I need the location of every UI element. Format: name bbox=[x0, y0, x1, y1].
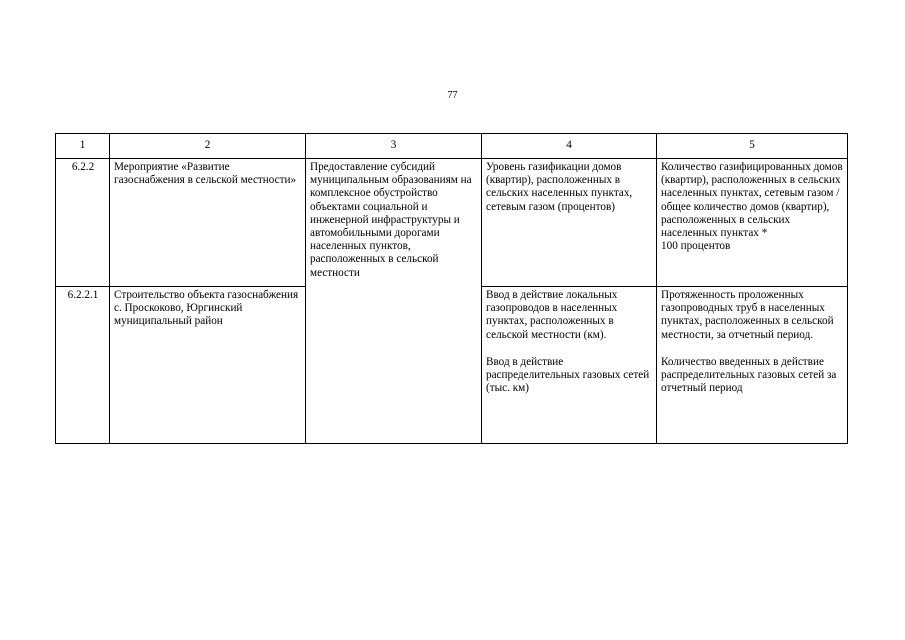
indicator-text-1: Ввод в действие локальных газопроводов в населенных пунктах, расположенных в сельской местности (км). bbox=[486, 289, 618, 341]
page-number: 77 bbox=[447, 90, 458, 101]
header-col-4: 4 bbox=[482, 134, 657, 159]
row-indicator bbox=[482, 287, 657, 444]
row-mechanism: Предоставление субсидий муниципальным образованиям на комплексное обустройство объектами социальной и инженерной инфраструктуры и автомобильными дорогами населенных пунктов, расположенных в сельской местности bbox=[306, 159, 482, 444]
indicator-text-2: Ввод в действие распределительных газовых сетей (тыс. км) bbox=[486, 355, 650, 395]
row-formula bbox=[657, 287, 848, 444]
row-indicator: Уровень газификации домов (квартир), расположенных в сельских населенных пунктах, сетевым газом (процентов) bbox=[482, 159, 657, 287]
row-number: 6.2.2.1 bbox=[56, 287, 110, 444]
formula-text-2: Количество введенных в действие распределительных газовых сетей за отчетный период bbox=[661, 355, 837, 395]
header-col-1: 1 bbox=[56, 134, 110, 159]
row-formula: Количество газифицированных домов (квартир), расположенных в сельских населенных пунктах, сетевым газом / общее количество домов (квартир), расположенных в сельских населенных пунктах * 100 процентов bbox=[657, 159, 848, 287]
row-name: Мероприятие «Развитие газоснабжения в сельской местности» bbox=[110, 159, 306, 287]
header-col-2: 2 bbox=[110, 134, 306, 159]
formula-text-1: Протяженность проложенных газопроводных труб в населенных пунктах, расположенных в сельской местности, за отчетный период. bbox=[661, 289, 834, 341]
header-col-5: 5 bbox=[657, 134, 848, 159]
table-row bbox=[56, 159, 848, 287]
header-row bbox=[56, 134, 848, 159]
program-table bbox=[55, 133, 848, 444]
row-name: Строительство объекта газоснабжения с. Проскоково, Юргинский муниципальный район bbox=[110, 287, 306, 444]
header-col-3: 3 bbox=[306, 134, 482, 159]
row-number: 6.2.2 bbox=[56, 159, 110, 287]
